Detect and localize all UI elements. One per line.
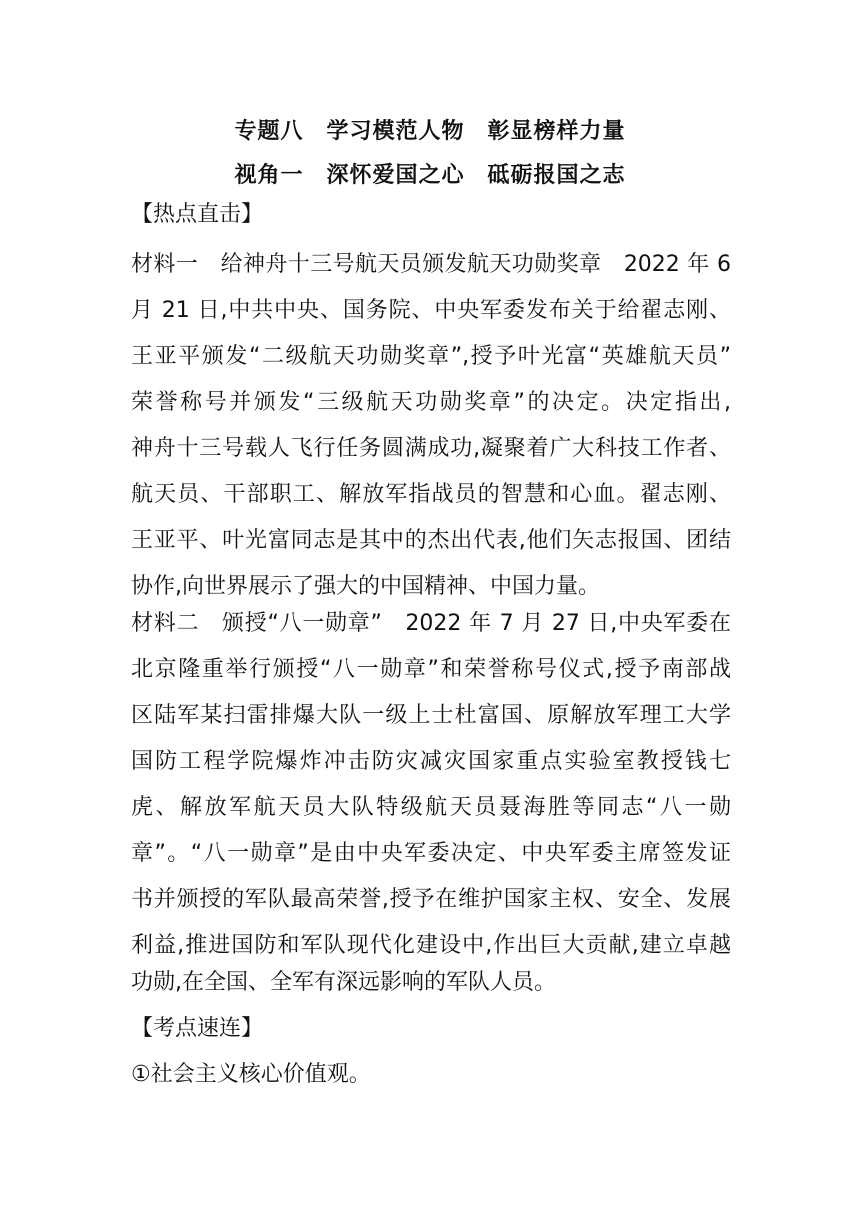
material-2-line: 章”。“八一勋章”是由中央军委决定、中央军委主席签发证 xyxy=(131,841,731,866)
material-2-line: 北京隆重举行颁授“八一勋章”和荣誉称号仪式,授予南部战 xyxy=(131,657,731,682)
document-title: 专题八 学习模范人物 彰显榜样力量 xyxy=(234,119,626,144)
material-2-line: 材料二 颁授“八一勋章” 2022 年 7 月 27 日,中央军委在 xyxy=(131,611,731,636)
material-1-line: 协作,向世界展示了强大的中国精神、中国力量。 xyxy=(131,574,600,599)
material-2-line: 功勋,在全国、全军有深远影响的军队人员。 xyxy=(131,970,556,995)
material-1-line: 月 21 日,中共中央、国务院、中央军委发布关于给翟志刚、 xyxy=(131,298,731,323)
material-2-line: 书并颁授的军队最高荣誉,授予在维护国家主权、安全、发展 xyxy=(131,887,731,912)
material-2-line: 国防工程学院爆炸冲击防灾减灾国家重点实验室教授钱七 xyxy=(131,749,731,774)
material-1-line: 荣誉称号并颁发“三级航天功勋奖章”的决定。决定指出, xyxy=(131,390,731,415)
material-1-line: 王亚平颁发“二级航天功勋奖章”,授予叶光富“英雄航天员” xyxy=(131,344,731,369)
section-heading-exam-points: 【考点速连】 xyxy=(131,1016,264,1041)
material-1-line: 神舟十三号载人飞行任务圆满成功,凝聚着广大科技工作者、 xyxy=(131,436,731,461)
material-2-line: 虎、解放军航天员大队特级航天员聂海胜等同志“八一勋 xyxy=(131,795,731,820)
material-1-line: 王亚平、叶光富同志是其中的杰出代表,他们矢志报国、团结 xyxy=(131,528,731,553)
material-2-line: 区陆军某扫雷排爆大队一级上士杜富国、原解放军理工大学 xyxy=(131,703,731,728)
section-heading-hot-topics: 【热点直击】 xyxy=(131,202,264,227)
document-subtitle: 视角一 深怀爱国之心 砥砺报国之志 xyxy=(234,163,626,188)
material-1-line: 材料一 给神舟十三号航天员颁发航天功勋奖章 2022 年 6 xyxy=(131,252,731,277)
material-2-line: 利益,推进国防和军队现代化建设中,作出巨大贡献,建立卓越 xyxy=(131,933,731,958)
exam-point-item: ①社会主义核心价值观。 xyxy=(131,1062,371,1087)
material-1-line: 航天员、干部职工、解放军指战员的智慧和心血。翟志刚、 xyxy=(131,482,731,507)
